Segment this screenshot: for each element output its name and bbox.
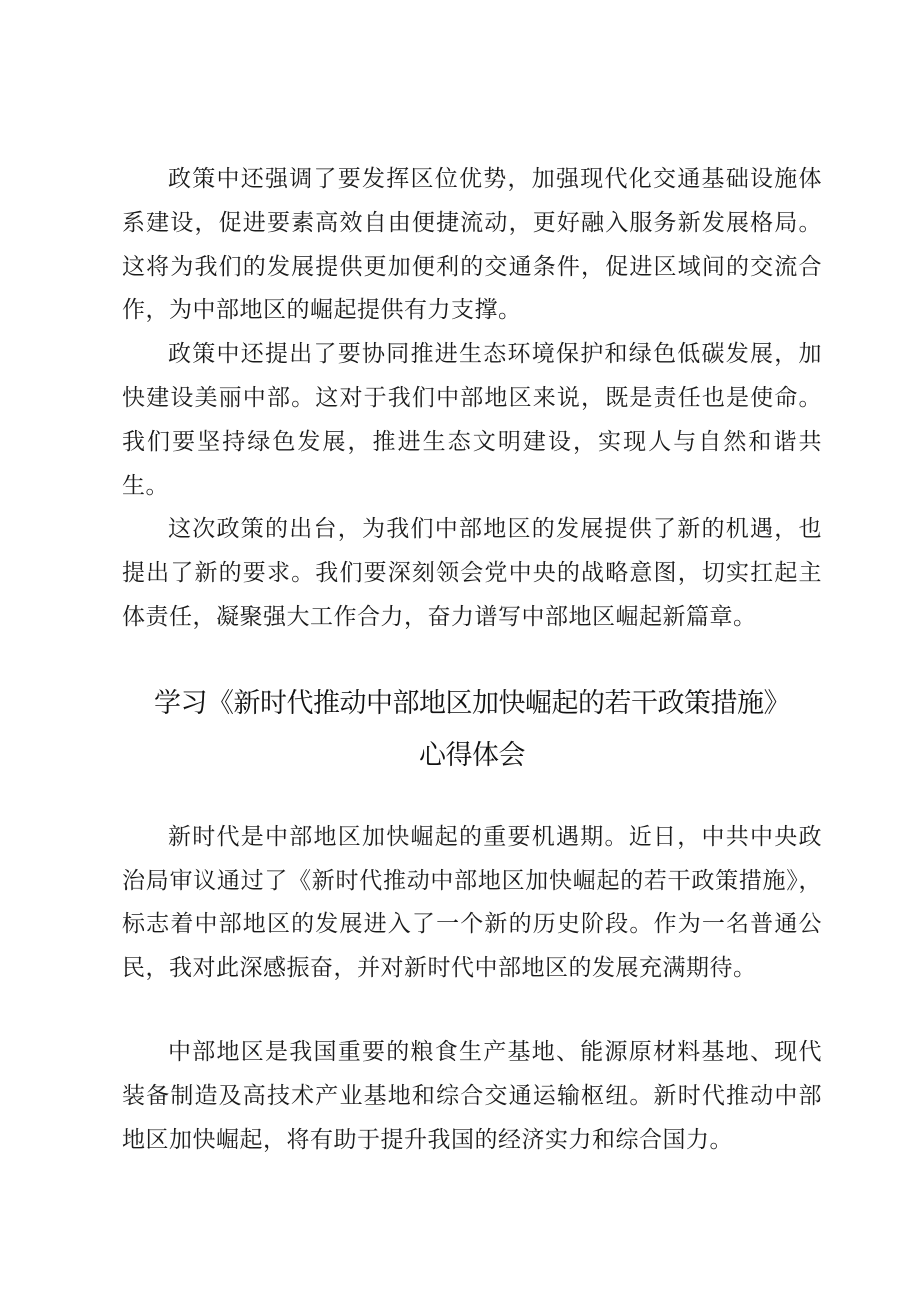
paragraph-ecology: 政策中还提出了要协同推进生态环境保护和绿色低碳发展，加快建设美丽中部。这对于我们中部地区来说，既是责任也是使命。我们要坚持绿色发展，推进生态文明建设，实现人与自然和谐共生。 [122, 341, 822, 499]
document-page [122, 158, 822, 1162]
paragraph-transport: 政策中还强调了要发挥区位优势，加强现代化交通基础设施体系建设，促进要素高效自由便捷流动，更好融入服务新发展格局。这将为我们的发展提供更加便利的交通条件，促进区域间的交流合作，为中部地区的崛起提供有力支撑。 [122, 166, 822, 324]
paragraph-new-era: 新时代是中部地区加快崛起的重要机遇期。近日，中共中央政治局审议通过了《新时代推动中部地区加快崛起的若干政策措施》，标志着中部地区的发展进入了一个新的历史阶段。作为一名普通公民，我对此深感振奋，并对新时代中部地区的发展充满期待。 [122, 823, 822, 982]
article-title-line-2: 心得体会 [419, 739, 525, 771]
paragraph-spacer [122, 991, 822, 1031]
paragraph-central-region: 中部地区是我国重要的粮食生产基地、能源原材料基地、现代装备制造及高技术产业基地和综合交通运输枢纽。新时代推动中部地区加快崛起，将有助于提升我国的经济实力和综合国力。 [122, 1038, 822, 1153]
article-title-line-1: 学习《新时代推动中部地区加快崛起的若干政策措施》 [154, 687, 790, 719]
paragraph-opportunity: 这次政策的出台，为我们中部地区的发展提供了新的机遇，也提出了新的要求。我们要深刻领会党中央的战略意图，切实扛起主体责任，凝聚强大工作合力，奋力谱写中部地区崛起新篇章。 [122, 516, 822, 630]
article-title [122, 678, 822, 782]
